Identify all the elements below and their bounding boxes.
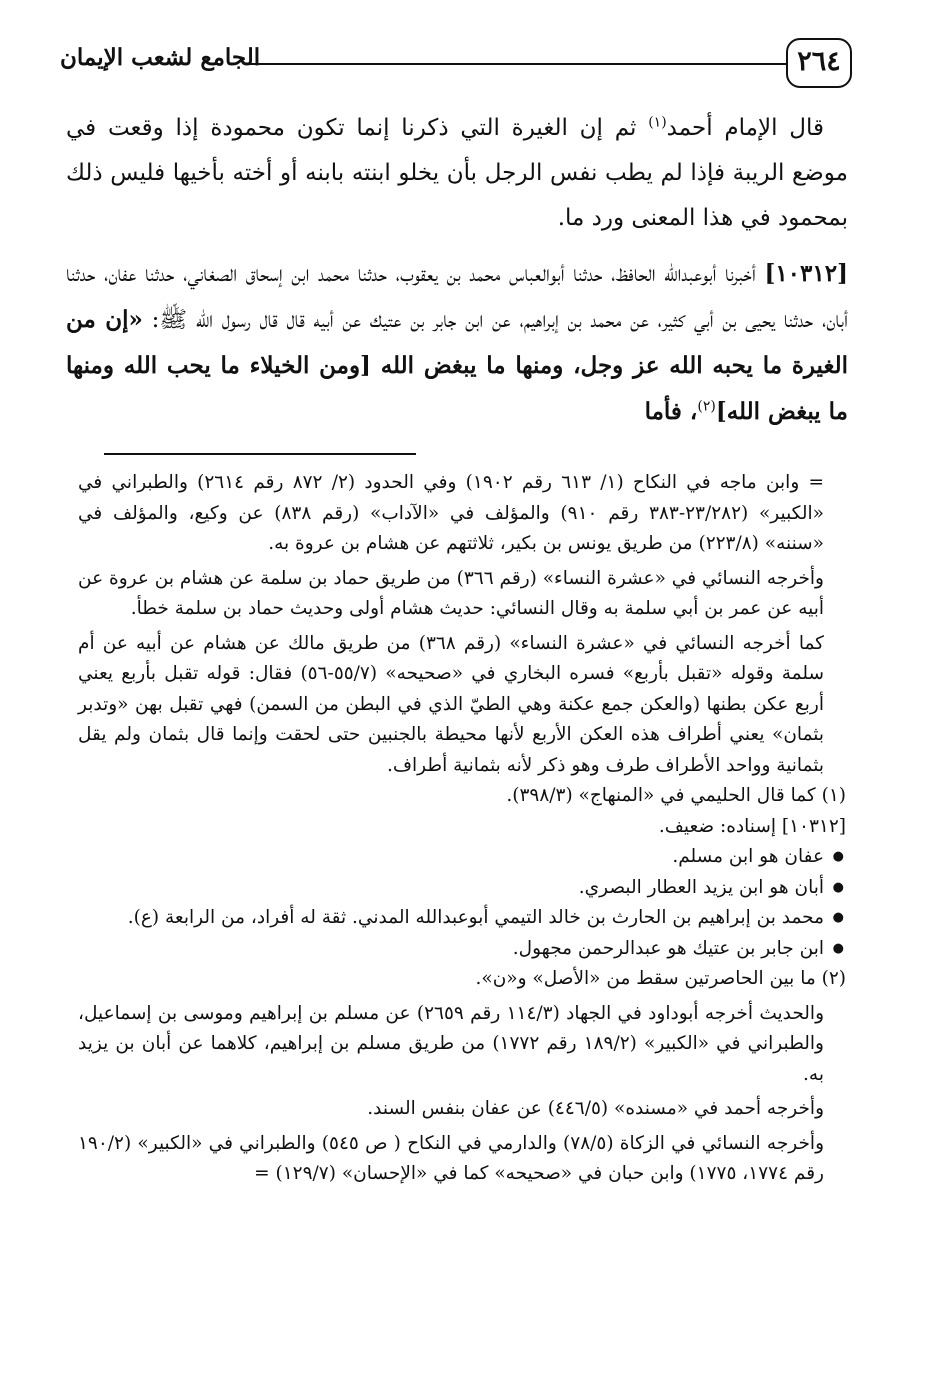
footnote-continuation-1: = وابن ماجه في النكاح (١/ ٦١٣ رقم ١٩٠٢) وفي الحدود (٢/ ٨٧٢ رقم ٢٦١٤) والطبراني في «الكبير» (٢٣/٢٨٢-٣٨٣ رقم ٩١٠) والمؤلف في «الآداب» (رقم ٨٣٨) عن وكيع، والمؤلف في «سننه» (٢٢٣/٨) من طريق يونس بن بكير، ثلاثتهم عن هشام بن عروة به. bbox=[78, 472, 824, 554]
grading-line bbox=[78, 812, 846, 843]
narrator-item: ● عفان هو ابن مسلم. bbox=[78, 842, 824, 873]
hadith-paragraph bbox=[66, 251, 848, 435]
takhrij-3: وأخرجه النسائي في الزكاة (٧٨/٥) والدارمي في النكاح ( ص ٥٤٥) والطبراني في «الكبير» (١٩٠/٢ رقم ١٧٧٤، ١٧٧٥) وابن حبان في «صحيحه» كما في «الإحسان» (١٢٩/٧) = bbox=[78, 1132, 825, 1184]
narrator-item: ● ابن جابر بن عتيك هو عبدالرحمن مجهول. bbox=[78, 934, 824, 965]
footnotes bbox=[78, 468, 846, 1190]
hadith-tail: ، فأما bbox=[644, 398, 698, 425]
para1-lead: قال الإمام أحمد bbox=[666, 115, 824, 141]
footnote-continuation-2: وأخرجه النسائي في «عشرة النساء» (رقم ٣٦٦) من طريق حماد بن سلمة عن هشام بن عروة عن أبيه عن عمر بن أبي سلمة به وقال النسائي: حديث هشام أولى وحديث حماد بن سلمة خطأ. bbox=[78, 567, 824, 619]
narrator-list bbox=[78, 842, 846, 964]
hadith-matn: «إن من الغيرة ما يحبه الله عز وجل، ومنها ما يبغض الله [ومن الخيلاء ما يحب الله ومنها ما يبغض الله] bbox=[66, 306, 848, 425]
takhrij-2: وأخرجه أحمد في «مسنده» (٤٤٦/٥) عن عفان بنفس السند. bbox=[367, 1098, 824, 1119]
footnote-ref-2: (٢) bbox=[697, 398, 716, 415]
takhrij-1: والحديث أخرجه أبوداود في الجهاد (١١٤/٣ رقم ٢٦٥٩) عن مسلم بن إبراهيم وموسى بن إسماعيل، والطبراني في «الكبير» (١٨٩/٢ رقم ١٧٧٢) من طريق مسلم بن إبراهيم، كلاهما عن أبان بن يزيد به. bbox=[78, 1002, 825, 1085]
narrator-item: ● أبان هو ابن يزيد العطار البصري. bbox=[78, 873, 824, 904]
paragraph-imam-ahmad bbox=[66, 106, 848, 241]
page-header bbox=[60, 38, 852, 98]
main-text bbox=[66, 106, 848, 435]
narrator-item: ● محمد بن إبراهيم بن الحارث بن خالد التيمي أبوعبدالله المدني. ثقة له أفراد، من الرابعة (ع). bbox=[78, 903, 824, 934]
running-title: الجامع لشعب الإيمان bbox=[60, 44, 261, 71]
para1-rest: ثم إن الغيرة التي ذكرنا إنما تكون محمودة إذا وقعت في موضع الريبة فإذا لم يطب نفس الرجل بأن يخلو ابنته بابنه أو أخته بأخيها فليس ذلك بمحمود في هذا المعنى ورد ما. bbox=[66, 115, 848, 231]
footnote-continuation-3: كما أخرجه النسائي في «عشرة النساء» (رقم ٣٦٨) من طريق مالك عن هشام عن أبيه عن أم سلمة وقوله «تقبل بأربع» فسره البخاري في «صحيحه» (٥٥/٧-٥٦) فقال: قوله تقبل بأربع يعني أربع عكن بطنها (والعكن جمع عكنة وهي الطيّ الذي في البطن من السمن) فهي تقبل بهن «وتدبر بثمان» يعني أطراف هذه العكن الأربع لأنها محيطة بالجنبين حتى لحقت وإنما قال بثمان ولم يقل بثمانية وواحد الأطراف طرف وهو ذكر لأنه بثمانية أطراف. bbox=[78, 632, 824, 776]
header-rule bbox=[248, 63, 788, 65]
footnote-2: (٢) ما بين الحاصرتين سقط من «الأصل» و«ن». bbox=[475, 968, 846, 989]
footnote-separator bbox=[104, 453, 416, 455]
hadith-isnad: أخبرنا أبوعبدالله الحافظ، حدثنا أبوالعباس محمد بن يعقوب، حدثنا محمد ابن إسحاق الصغاني، حدثنا عفان، حدثنا أبان، حدثنا يحيى بن أبي كثير، عن محمد بن إبراهيم، عن ابن جابر بن عتيك عن أبيه قال قال رسول الله ﷺ: bbox=[66, 261, 848, 333]
footnote-ref-1: (١) bbox=[648, 114, 667, 131]
hadith-number: [١٠٣١٢] bbox=[764, 260, 848, 287]
page-number: ٢٦٤ bbox=[786, 38, 852, 88]
footnote-1: (١) كما قال الحليمي في «المنهاج» (٣٩٨/٣). bbox=[506, 785, 846, 806]
grading-label: [١٠٣١٢] إسناده: bbox=[714, 815, 846, 837]
grading-value: ضعيف. bbox=[658, 815, 715, 837]
